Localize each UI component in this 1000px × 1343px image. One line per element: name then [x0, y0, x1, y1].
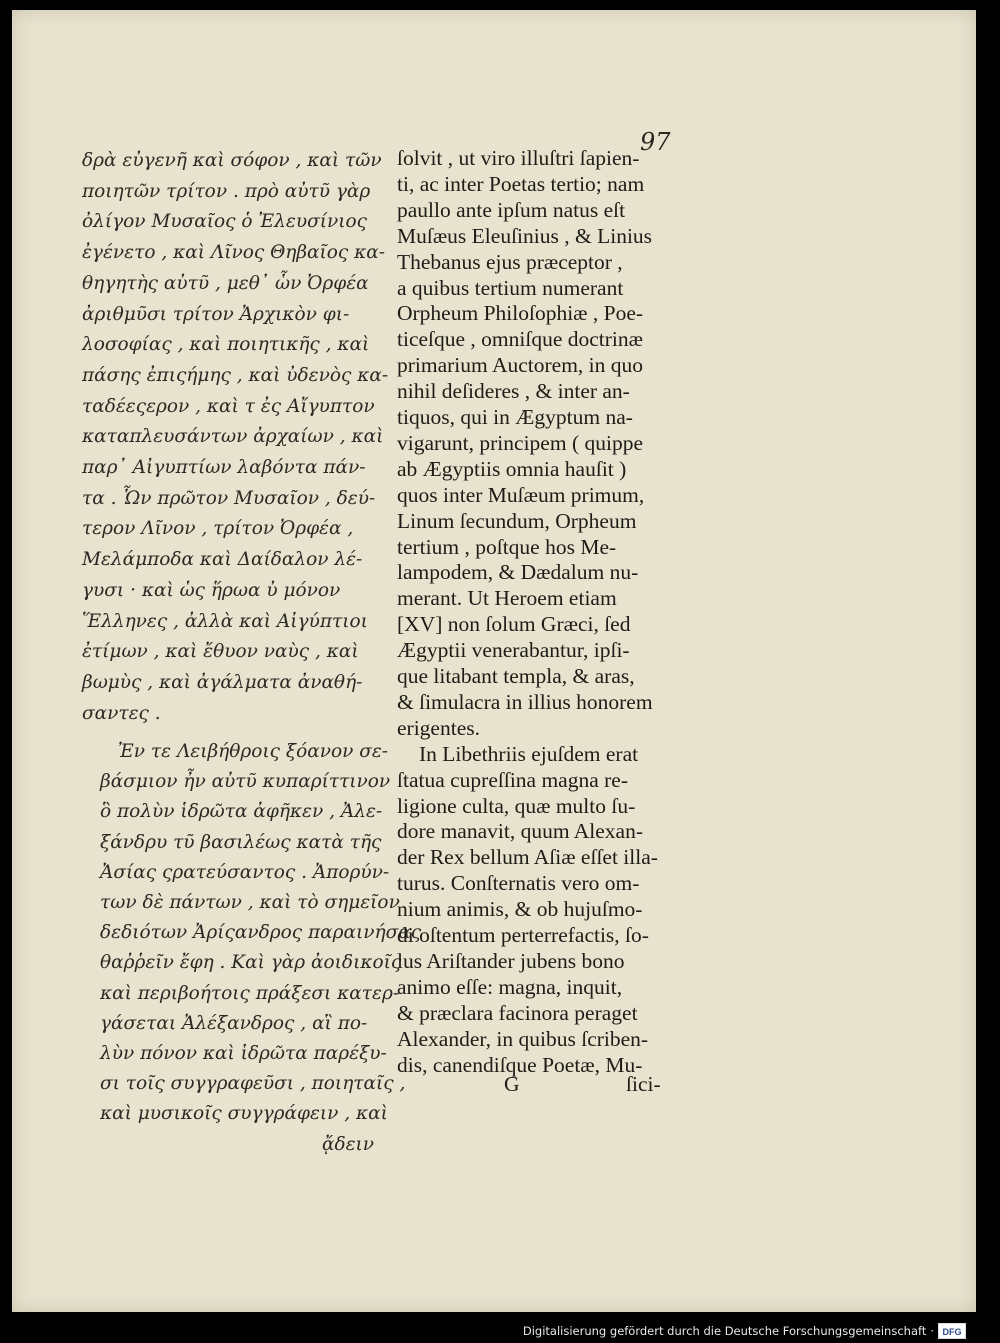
greek-text-line: δεδιότων Ἀρίςανδρος παραινήσας [100, 922, 422, 944]
latin-text-line: dis, canendiſque Poetæ, Mu- [397, 1052, 643, 1077]
latin-text-line: di oſtentum perterrefactis, ſo- [397, 923, 649, 947]
greek-text-line: τερον Λῖνον , τρίτον Ὀρφέα , [82, 518, 354, 540]
greek-text-line: δρὰ εὐγενῆ καὶ σόφον , καὶ τῶν [82, 150, 382, 171]
latin-text-line: nihil deſideres , & inter an- [397, 379, 630, 404]
greek-text-line: γυσι · καὶ ὡς ἥρωα ὐ μόνον [82, 579, 341, 601]
greek-text-line: παρ᾽ Αἰγυπτίων λαβόντα πάν- [82, 457, 366, 478]
digitization-footer: Digitalisierung gefördert durch die Deutsche Forschungsgemeinschaft · DFG [523, 1323, 966, 1339]
latin-text-line: Muſæus Eleuſinius , & Linius [397, 223, 653, 248]
latin-text-line: animo eſſe: magna, inquit, [397, 974, 623, 999]
greek-text-line: ξάνδρυ τῦ βασιλέως κατὰ τῆς [100, 831, 382, 853]
latin-text-line: & præclara facinora peraget [397, 1000, 638, 1025]
page-number: 97 [640, 128, 671, 156]
greek-text-line: καὶ περιβοήτοις πράξεσι κατερ- [100, 982, 400, 1004]
latin-text-line: dore manavit, quum Alexan- [397, 819, 643, 844]
greek-text-line: ἐτίμων , καὶ ἔθυον ναὺς , καὶ [82, 641, 359, 663]
dfg-logo [938, 1323, 966, 1339]
greek-text-line: Ἐν τε Λειβήθροις ξόανον σε- [118, 741, 389, 762]
dfg-logo-text: DFG [942, 1327, 962, 1337]
latin-text-line: tertium , poſtque hos Me- [397, 534, 617, 559]
greek-text-line: σαντες . [82, 702, 161, 724]
greek-text-line: ᾄδειν [322, 1133, 375, 1155]
greek-text-line: Ἀσίας ςρατεύσαντος . Ἀπορύν- [100, 861, 390, 883]
greek-text-line: ποιητῶν τρίτον . πρὸ αὐτῦ γὰρ [82, 180, 371, 202]
greek-text-line: ὀλίγον Μυσαῖος ὁ Ἐλευσίνιος [82, 211, 367, 233]
latin-text-line: merant. Ut Heroem etiam [397, 586, 617, 611]
latin-text-line: Orpheum Philoſophiæ , Poe- [397, 301, 644, 326]
signature-mark: G [504, 1072, 520, 1096]
greek-text-line: θηγητὴς αὐτῦ , μεθ᾽ ὧν Ὀρφέα [82, 272, 369, 294]
latin-text-line: vigarunt, principem ( quippe [397, 430, 643, 455]
latin-text-line: erigentes. [397, 715, 480, 740]
greek-text-line: ὃ πολὺν ἱδρῶτα ἀφῆκεν , Ἀλε- [100, 801, 383, 823]
greek-text-line: βωμὺς , καὶ ἀγάλματα ἀναθή- [82, 671, 363, 693]
greek-text-line: βάσμιον ἦν αὐτῦ κυπαρίττινον [100, 771, 391, 793]
latin-text-line: ſtatua cupreſſina magna re- [397, 767, 629, 792]
latin-text-line: paullo ante ipſum natus eſt [397, 197, 626, 222]
latin-text-line: turus. Conſternatis vero om- [397, 871, 640, 896]
greek-text-line: Ἕλληνες , ἀλλὰ καὶ Αἰγύπτιοι [82, 610, 368, 632]
latin-text-line: Ægyptii venerabantur, ipſi- [397, 638, 630, 663]
greek-text-line: ἐγένετο , καὶ Λῖνος Θηβαῖος κα- [82, 242, 386, 264]
greek-text-line: ταδέεςερον , καὶ τ ἐς Αἴγυπτον [82, 395, 375, 417]
greek-text-line: των δὲ πάντων , καὶ τὸ σημεῖον [100, 892, 400, 913]
greek-text-line: σι τοῖς συγγραφεῦσι , ποιηταῖς , [100, 1073, 406, 1095]
latin-text-line: [XV] non ſolum Græci, ſed [397, 612, 631, 637]
latin-text-line: quos inter Muſæum primum, [397, 482, 645, 507]
latin-text-line: lampodem, & Dædalum nu- [397, 560, 639, 585]
latin-text-line: Thebanus ejus præceptor , [397, 249, 623, 274]
greek-text-line: γάσεται Ἀλέξανδρος , αἳ πο- [100, 1012, 368, 1034]
greek-text-line: ἀριθμῦσι τρίτον Ἀρχικὸν φι- [82, 303, 350, 325]
latin-text-line: lus Ariſtander jubens bono [397, 948, 625, 973]
latin-text-line: In Libethriis ejuſdem erat [419, 741, 639, 766]
latin-text-line: tiquos, qui in Ægyptum na- [397, 405, 633, 429]
catchword: ſici- [626, 1072, 661, 1096]
book-page [12, 10, 976, 1312]
greek-text-line: λὺν πόνον καὶ ἱδρῶτα παρέξυ- [100, 1043, 387, 1064]
latin-text-line: & ſimulacra in illius honorem [397, 689, 653, 714]
latin-text-line: Alexander, in quibus ſcriben- [397, 1026, 649, 1051]
greek-text-line: καταπλευσάντων ἀρχαίων , καὶ [82, 426, 384, 448]
latin-text-line: que litabant templa, & aras, [397, 664, 635, 688]
latin-text-line: ti, ac inter Poetas tertio; nam [397, 171, 645, 196]
latin-text-line: ſolvit , ut viro illuſtri ſapien- [397, 146, 640, 170]
latin-text-line: primarium Auctorem, in quo [397, 353, 644, 378]
latin-text-line: ticeſque , omniſque doctrinæ [397, 327, 644, 352]
latin-text-line: nium animis, & ob hujuſmo- [397, 897, 643, 922]
greek-text-line: πάσης ἐπιςήμης , καὶ ὐδενὸς κα- [82, 364, 389, 386]
greek-text-line: τα . Ὧν πρῶτον Μυσαῖον , δεύ- [82, 487, 376, 509]
latin-text-line: ligione culta, quæ multo ſu- [397, 793, 636, 818]
greek-text-line: θαῤῥεῖν ἔφη . Καὶ γὰρ ἀοιδικοῖς [100, 952, 402, 974]
latin-text-line: Linum ſecundum, Orpheum [397, 508, 637, 533]
latin-text-line: a quibus tertium numerant [397, 275, 624, 300]
footer-text: Digitalisierung gefördert durch die Deutsche Forschungsgemeinschaft [522, 1324, 927, 1338]
latin-text-line: der Rex bellum Aſiæ eſſet illa- [397, 845, 658, 870]
greek-text-line: Μελάμποδα καὶ Δαίδαλον λέ- [82, 549, 363, 571]
greek-text-line: καὶ μυσικοῖς συγγράφειν , καὶ [100, 1103, 388, 1125]
latin-text-line: ab Ægyptiis omnia hauſit ) [397, 456, 627, 481]
greek-text-line: λοσοφίας , καὶ ποιητικῆς , καὶ [82, 334, 370, 356]
